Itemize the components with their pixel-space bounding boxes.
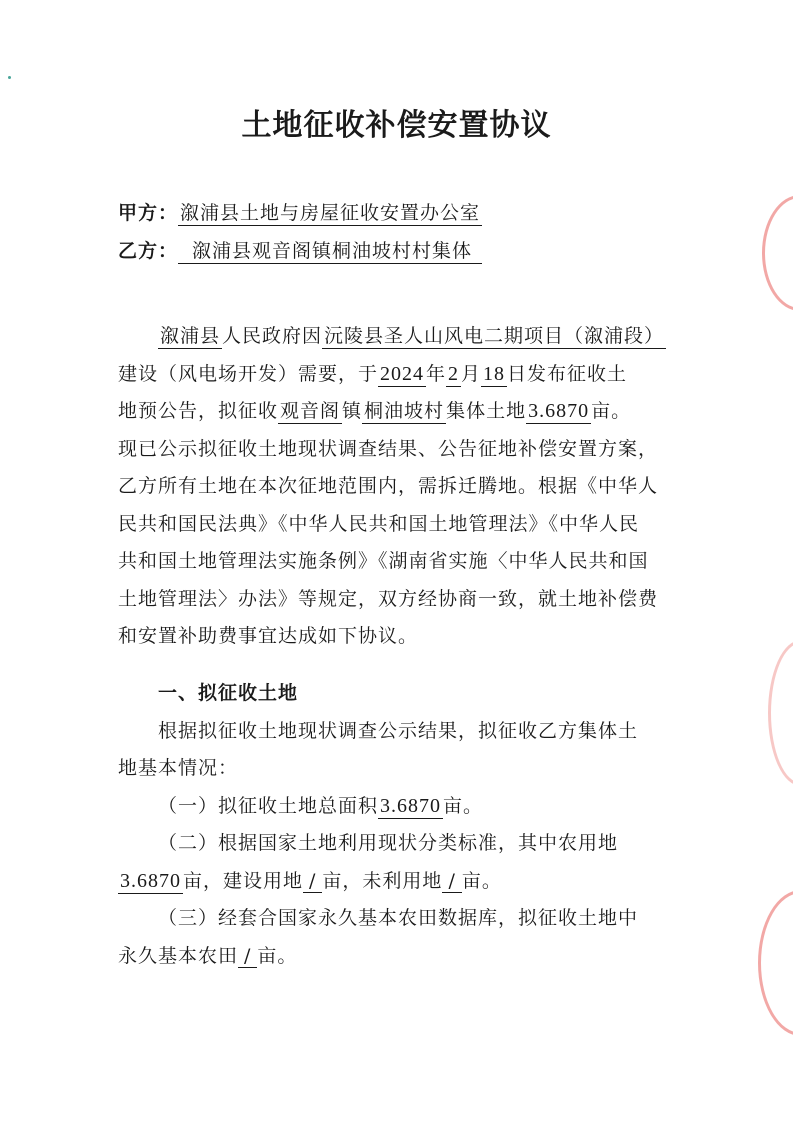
section-1-heading: 一、拟征收土地 bbox=[158, 682, 299, 704]
section-1-line: 地基本情况： bbox=[118, 757, 239, 779]
farmland-area: 3.6870 bbox=[120, 869, 181, 892]
town-name: 观音阁 bbox=[280, 400, 341, 422]
section-1-item-2-cont bbox=[118, 863, 678, 901]
county-name: 溆浦县 bbox=[160, 325, 221, 347]
unused-land-area: / bbox=[442, 870, 461, 893]
item-text: 永久基本农田 bbox=[118, 944, 239, 967]
section-1-item-3-cont bbox=[118, 938, 678, 976]
section-1-line: 根据拟征收土地现状调查公示结果，拟征收乙方集体土 bbox=[158, 719, 639, 742]
intro-line: 共和国土地管理法实施条例》《湖南省实施〈中华人民共和国 bbox=[118, 550, 649, 572]
intro-text: 日发布征收土 bbox=[507, 362, 628, 385]
project-name: 沅陵县圣人山风电二期项目（溆浦段） bbox=[324, 325, 665, 347]
party-b-label: 乙方： bbox=[118, 240, 179, 262]
intro-line: 和安置补助费事宜达成如下协议。 bbox=[118, 625, 419, 647]
intro-line: 民共和国民法典》《中华人民共和国土地管理法》《中华人民 bbox=[118, 512, 640, 535]
announce-year: 2024 bbox=[380, 362, 425, 385]
seal-stamp bbox=[758, 890, 793, 1036]
intro-line bbox=[118, 356, 678, 394]
announce-month: 2 bbox=[448, 362, 460, 385]
intro-text: 镇 bbox=[342, 400, 363, 422]
intro-text: 地预公告，拟征收 bbox=[118, 400, 279, 422]
seal-stamp bbox=[768, 640, 793, 786]
party-a-value: 溆浦县土地与房屋征收安置办公室 bbox=[180, 202, 481, 224]
announce-day: 18 bbox=[483, 362, 506, 385]
party-a bbox=[118, 198, 482, 225]
intro-text: 建设（风电场开发）需要，于 bbox=[118, 362, 379, 385]
item-text: 亩，建设用地 bbox=[183, 869, 304, 892]
section-1-item-3: （三）经套合国家永久基本农田数据库，拟征收土地中 bbox=[158, 907, 639, 929]
construction-land-area: / bbox=[303, 870, 322, 893]
item-text: 亩。 bbox=[461, 869, 502, 892]
scan-speck bbox=[8, 76, 11, 79]
basic-farmland-area: / bbox=[238, 945, 257, 968]
party-b-value: 溆浦县观音阁镇桐油坡村村集体 bbox=[178, 240, 482, 264]
section-1 bbox=[118, 675, 678, 975]
section-1-item-1 bbox=[118, 788, 678, 826]
intro-text: 年 bbox=[426, 362, 447, 385]
intro-text: 亩。 bbox=[591, 400, 632, 422]
intro-line: 现已公示拟征收土地现状调查结果、公告征地补偿安置方案， bbox=[118, 437, 659, 460]
item-text: 亩。 bbox=[443, 794, 484, 817]
item-text: 亩，未利用地 bbox=[322, 869, 443, 892]
intro-line bbox=[118, 393, 678, 431]
intro-line: 土地管理法〉办法》等规定，双方经协商一致，就土地补偿费 bbox=[118, 587, 659, 610]
document-title: 土地征收补偿安置协议 bbox=[241, 108, 552, 143]
item-text: 亩。 bbox=[257, 944, 298, 967]
item-text: （一）拟征收土地总面积 bbox=[158, 794, 379, 817]
total-area: 3.6870 bbox=[380, 794, 442, 817]
land-area: 3.6870 bbox=[528, 400, 590, 422]
section-1-item-2: （二）根据国家土地利用现状分类标准，其中农用地 bbox=[158, 832, 619, 854]
party-a-label: 甲方： bbox=[118, 202, 179, 224]
village-name: 桐油坡村 bbox=[364, 400, 445, 422]
party-b bbox=[118, 236, 482, 263]
intro-paragraph bbox=[118, 318, 678, 656]
intro-line: 乙方所有土地在本次征地范围内，需拆迁腾地。根据《中华人 bbox=[118, 475, 659, 497]
intro-text: 集体土地 bbox=[446, 400, 527, 422]
intro-text: 人民政府因 bbox=[222, 325, 323, 347]
seal-stamp bbox=[762, 195, 793, 311]
intro-text: 月 bbox=[461, 362, 482, 385]
intro-line bbox=[118, 318, 678, 356]
